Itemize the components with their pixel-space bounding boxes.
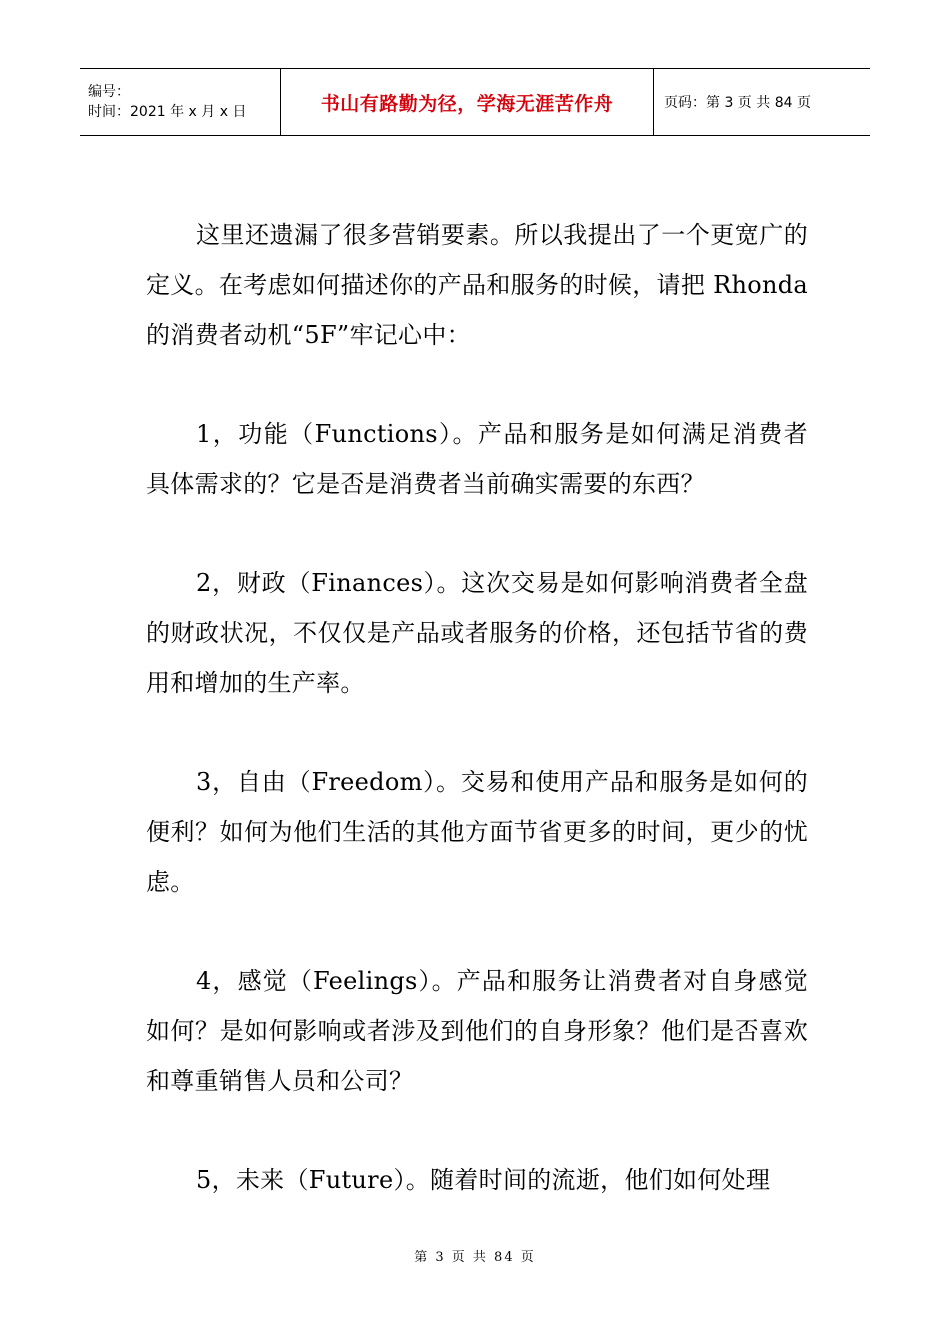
page-header <box>80 68 870 136</box>
body-paragraph-intro: 这里还遗漏了很多营销要素。所以我提出了一个更宽广的定义。在考虑如何描述你的产品和服务的时候，请把 Rhonda 的消费者动机“5F”牢记心中： <box>146 221 808 349</box>
header-motto-cell <box>281 69 654 135</box>
document-date-label: 时间：2021 年 x 月 x 日 <box>88 104 247 120</box>
body-paragraph-feelings: 4，感觉（Feelings）。产品和服务让消费者对自身感觉如何？是如何影响或者涉及到他们的自身形象？他们是否喜欢和尊重销售人员和公司？ <box>146 967 808 1095</box>
header-motto: 书山有路勤为径，学海无涯苦作舟 <box>320 92 614 115</box>
body-paragraph-functions: 1，功能（Functions）。产品和服务是如何满足消费者具体需求的？它是否是消费者当前确实需要的东西？ <box>146 420 808 498</box>
body-paragraph-finances: 2，财政（Finances）。这次交易是如何影响消费者全盘的财政状况，不仅仅是产品或者服务的价格，还包括节省的费用和增加的生产率。 <box>146 569 808 697</box>
document-body <box>146 210 808 1254</box>
body-paragraph-freedom: 3，自由（Freedom）。交易和使用产品和服务是如何的便利？如何为他们生活的其他方面节省更多的时间，更少的忧虑。 <box>146 768 808 896</box>
body-paragraph-future: 5，未来（Future）。随着时间的流逝，他们如何处理 <box>196 1166 771 1194</box>
document-number-label: 编号： <box>88 84 130 100</box>
header-meta-cell <box>80 69 281 135</box>
header-page-info: 页码：第 3 页 共 84 页 <box>664 95 811 111</box>
page-footer: 第 3 页 共 84 页 <box>414 1250 536 1265</box>
header-page-cell <box>654 69 870 135</box>
